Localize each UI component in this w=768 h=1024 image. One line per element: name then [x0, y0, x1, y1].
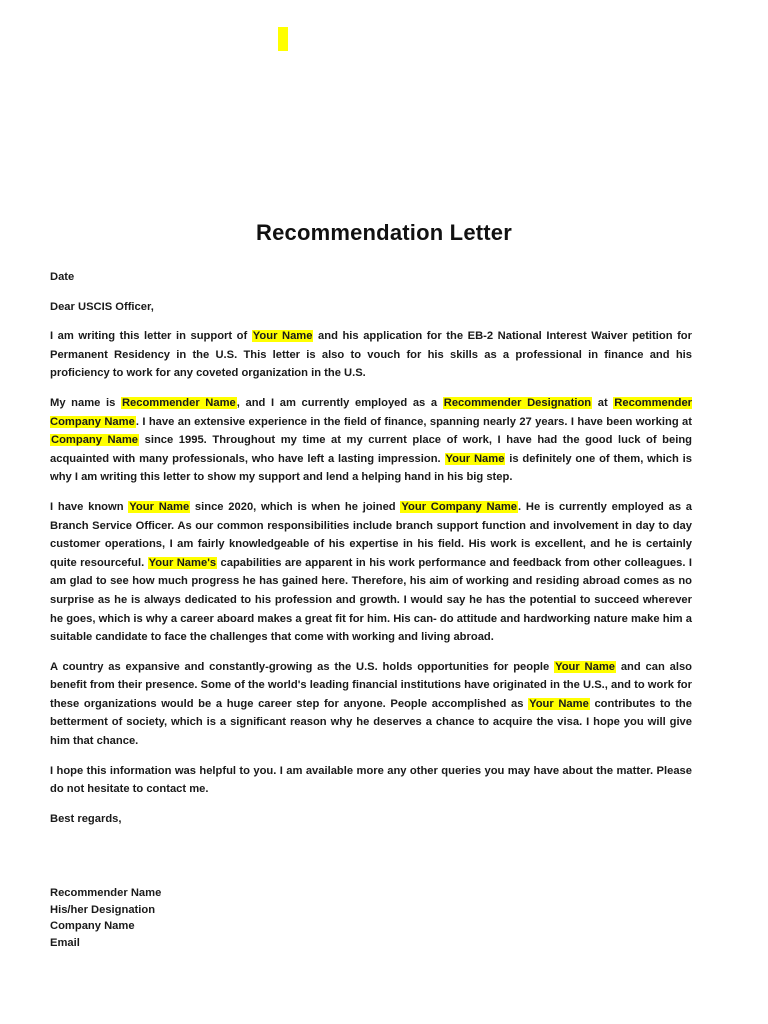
paragraph-text: , and I am currently employed as a	[236, 396, 443, 409]
paragraph-text: is definitely one of them, which is why I am writing this letter to show my support and lend a helping hand in his big step.	[50, 452, 692, 484]
paragraph-text: and can also benefit from their presence. Some of the world's leading financial institutions have originated in the U.S., and to work for these organizations would be a huge career step for anyone. People accomplished as	[50, 660, 692, 710]
placeholder-highlight: Your Company Name	[401, 500, 518, 513]
placeholder-highlight: Your Name	[129, 500, 190, 513]
paragraph-text: at	[592, 396, 614, 409]
paragraph-text: I am writing this letter in support of	[50, 330, 252, 343]
paragraph-text: I have known	[50, 500, 129, 513]
paragraph-text: A country as expansive and constantly-growing as the U.S. holds opportunities for people	[50, 660, 555, 673]
paragraph-5: I hope this information was helpful to you. I am available more any other queries you may have about the matter. Please do not hesitate to contact me.	[50, 764, 692, 796]
paragraph-4	[50, 658, 692, 751]
signature-name: Recommender Name	[50, 887, 162, 900]
signature-block	[50, 885, 692, 951]
placeholder-highlight: Your Name	[252, 330, 313, 343]
paragraph-text: and his application for the EB-2 National Interest Waiver petition for Permanent Residency in the U.S. This letter is also to vouch for his skills as a professional in finance and his proficiency to work for any coveted organization in the U.S.	[50, 330, 692, 380]
placeholder-highlight: Recommender Designation	[443, 396, 592, 409]
paragraph-text: My name is	[50, 396, 121, 409]
paragraph-3	[50, 498, 692, 647]
paragraph-text: contributes to the betterment of society, which is a significant reason why he deserves a chance to acquire the visa. I hope you will give him that chance.	[50, 697, 692, 748]
letter-closing: Best regards,	[50, 812, 122, 825]
letter-body	[50, 268, 692, 951]
paragraph-1	[50, 327, 692, 383]
paragraph-text: since 2020, which is when he joined	[190, 500, 401, 513]
signature-email: Email	[50, 936, 80, 949]
placeholder-highlight: Recommender Name	[121, 396, 236, 409]
placeholder-highlight: Your Name's	[148, 556, 217, 569]
placeholder-highlight: Your Name	[529, 697, 589, 710]
letter-salutation: Dear USCIS Officer,	[50, 300, 154, 313]
placeholder-highlight: Your Name	[555, 660, 616, 673]
placeholder-highlight: Your Name	[445, 452, 505, 465]
signature-designation: His/her Designation	[50, 903, 156, 916]
letter-title: Recommendation Letter	[255, 220, 513, 245]
signature-company: Company Name	[50, 920, 135, 933]
placeholder-highlight: Company Name	[51, 434, 139, 447]
letter-date: Date	[50, 271, 75, 283]
placeholder-highlight: Recommender Company Name	[50, 396, 693, 428]
paragraph-2	[50, 394, 692, 487]
paragraph-text: . He is currently employed as a Branch Service Officer. As our common responsibilities include branch support function and involvement in day to day customer operations, I am fairly knowledgeable of his expertise in his field. His work is excellent, and he is certainly quite resourceful.	[50, 500, 693, 569]
paragraph-text: . I have an extensive experience in the field of finance, spanning nearly 27 years. I have been working at	[135, 415, 692, 428]
text-cursor-highlight	[278, 27, 288, 51]
paragraph-text: since 1995. Throughout my time at my current place of work, I have had the good luck of being acquainted with many professionals, who have left a lasting impression.	[50, 434, 692, 465]
paragraph-text: capabilities are apparent in his work performance and feedback from other colleagues. I am glad to see how much progress he has gained here. Therefore, his aim of working and residing abroad comes as no surprise as he is always dedicated to his profession and growth. I would say he has the potential to succeed wherever he goes, which is why a career aboard makes a great fit for him. His can- do attitude and hardworking nature make him a suitable candidate to face the challenges that come with working and living abroad.	[50, 556, 692, 644]
